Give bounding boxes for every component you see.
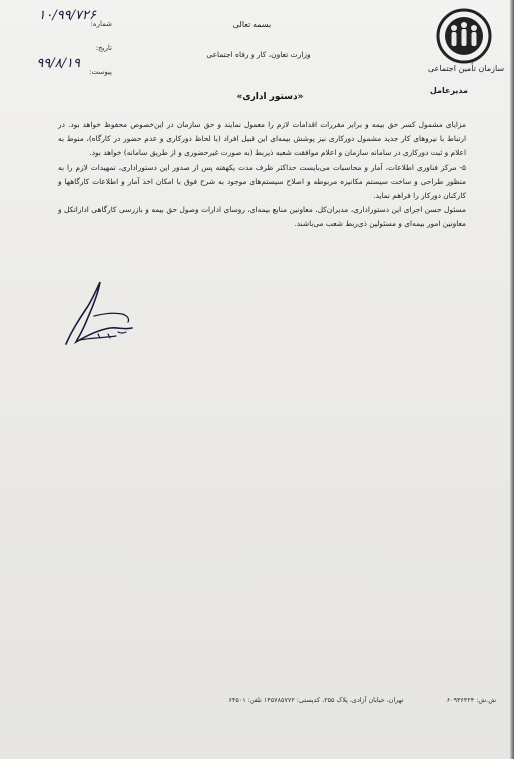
letter-number: ۱۰/۹۹/۷۲۶	[38, 8, 96, 23]
footer-phone: ش.ش: ۶۰۹۳۶۴۲۴	[446, 696, 496, 704]
letter-date: ۹۹/۸/۱۹	[36, 56, 80, 71]
body-paragraph: ۵- مرکز فناوری اطلاعات، آمار و محاسبات می‌بایست حداکثر ظرف مدت یکهفته پس از صدور این دستوراداری، تمهیدات لازم را به منظور طراحی و ساخت سیستم مکانیزه مربوطه و اصلاح سیستم‌های موجود به شرح فوق با امکان اخذ آمار و اطلاعات کارگاهها و کارکنان دورکار را فراهم نماید.	[58, 162, 466, 201]
page-shadow-edge	[510, 0, 514, 759]
social-security-logo-icon	[436, 8, 492, 64]
document-body	[58, 118, 466, 232]
ministry-name: وزارت تعاون، کار و رفاه اجتماعی	[206, 50, 311, 59]
basmala: بسمه تعالی	[232, 20, 272, 29]
attachment-label: پیوست:	[89, 68, 112, 76]
document-title: «دستور اداری»	[236, 92, 304, 102]
date-label: تاریخ:	[95, 44, 112, 52]
footer-address: تهران، خیابان آزادی، پلاک ۲۵۵، کدپستی: ۱۴۵۷۸۵۷۷۲ تلفن: ۶۴۵۰۱	[228, 696, 404, 704]
handwritten-signature-icon	[58, 278, 140, 352]
body-paragraph: مسئول حسن اجرای این دستوراداری، مدیران‌کل، معاونین منابع بیمه‌ای، روسای ادارات وصول حق بیمه و بازرسی کارگاهی اداراتکل و معاونین امور بیمه‌ای و مسئولین ذی‌ربط شعب می‌باشند.	[58, 205, 466, 229]
number-label: شماره:	[90, 20, 112, 28]
body-paragraph: مزایای مشمول کسر حق بیمه و برابر مقررات اقدامات لازم را معمول نمایند و حق سازمان در این‌خصوص محفوظ خواهد بود. در ارتباط با نیروهای کار جدید مشمول دورکاری نیز پوشش بیمه‌ای این قبیل افراد (با لحاظ دورکاری و عدم حضور در کارگاه)، منوط به اعلام و ثبت دورکاری در سامانه سازمان و اعلام موافقت شعبه ذیربط (به صورت غیرحضوری و از طریق سامانه) خواهد بود.	[58, 120, 466, 158]
department-label: مدیرعامل	[429, 86, 468, 95]
organization-name: سازمان تأمین اجتماعی	[427, 64, 505, 73]
